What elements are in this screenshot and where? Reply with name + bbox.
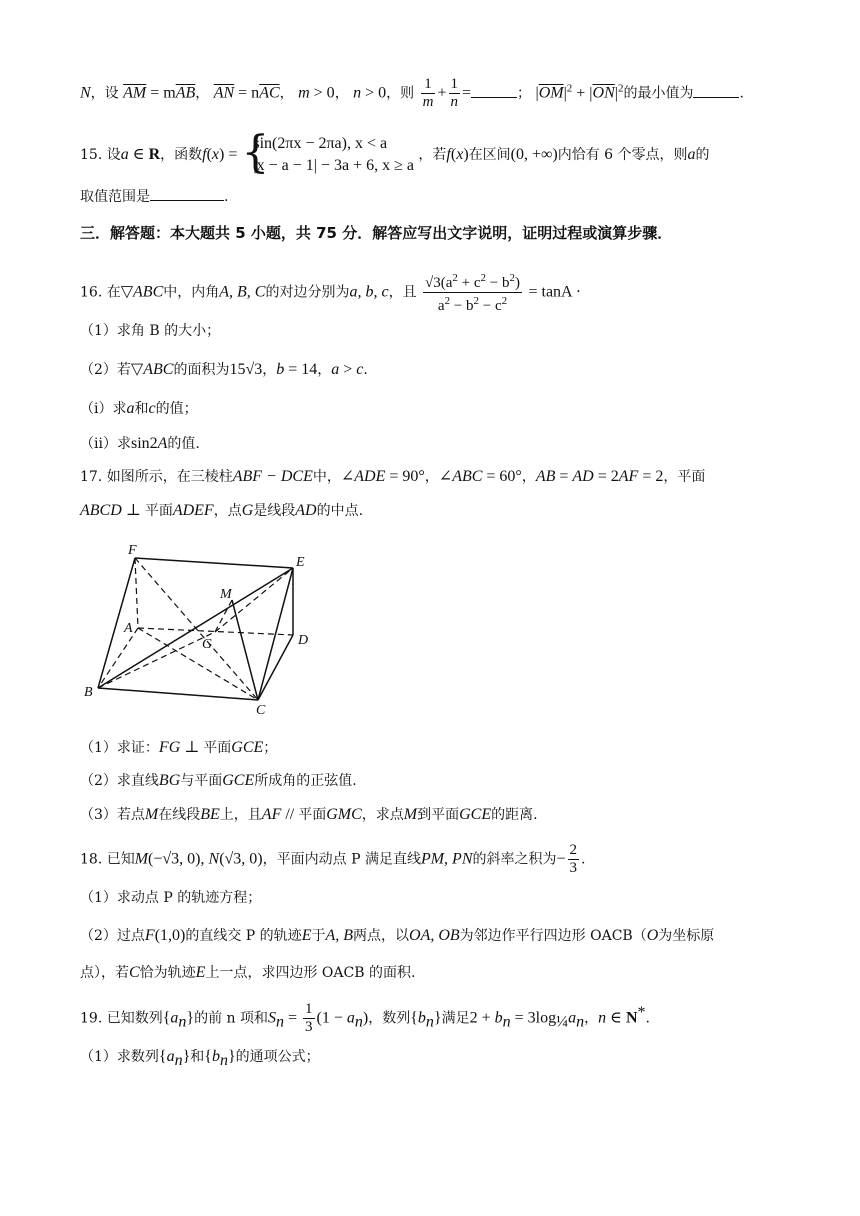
q17-part-3: （3）若点M在线段BE上，且AF // 平面GMC，求点M到平面GCE的距离.	[80, 806, 538, 823]
q16-part-1: （1）求角 B 的大小；	[80, 323, 221, 339]
q16-part-2: （2）若▽ABC的面积为15√3，b = 14，a > c.	[80, 361, 368, 378]
label-C: C	[256, 703, 266, 715]
prism-diagram	[80, 540, 320, 715]
edge-GM	[215, 600, 232, 632]
q17-part-2: （2）求直线BG与平面GCE所成角的正弦值.	[80, 772, 357, 789]
answer-blank-3	[150, 186, 224, 201]
section-title: 三．解答题：本大题共 5 小题，共 75 分．解答应写出文字说明，证明过程或演算步骤．	[80, 224, 673, 242]
q14-line: N，设 $\overline{AM} = m\overline{AB}$， $\overline{AN} = n\overline{AC}$， m > 0， n > 0，则 $\frac{1}{m}$ + $\frac{1}{n}$ = ； $|\overline{OM}|^2 + |\overline{ON}|^2$的最小值为 .	[80, 76, 744, 110]
label-G: G	[202, 637, 213, 652]
q16-line-1: 16. 在▽ABC中，内角A, B, C的对边分别为a, b, c，且 $\frac{√3(a^2 + c^2 - b^2)}{a^2 - b^2 - c^2}$ = tanA ·	[80, 272, 582, 314]
label-F: F	[128, 543, 137, 558]
q17-part-1: （1）求证：FG ⊥ 平面GCE；	[80, 739, 278, 756]
q18-part-1: （1）求动点 P 的轨迹方程；	[80, 890, 262, 906]
edge-AC	[138, 628, 258, 700]
label-A: A	[124, 621, 133, 636]
fraction-1-over-m: $\frac{1}{m}$	[422, 76, 434, 110]
q15-line-2: 取值范围是 .	[80, 186, 780, 208]
edge-BC	[98, 688, 258, 700]
q15-line-1: 15. 设a ∈ R，函数f(x) = { sin(2πx − 2πa), x < a |x − a − 1| − 3a + 6, x ≥ a ，若f(x)在区间(0, +∞)内恰有 6 个零点，则a的	[80, 127, 710, 178]
q16-part-2i: （ⅰ）求a和c的值；	[80, 400, 198, 417]
label-M: M	[220, 587, 232, 602]
edge-FE	[135, 558, 293, 568]
label-B: B	[84, 685, 93, 700]
q18-part-2-cont: 点），若C恰为轨迹E上一点，求四边形 OACB 的面积.	[80, 964, 416, 981]
answer-blank-2	[693, 83, 739, 98]
answer-blank-1	[471, 83, 517, 98]
edge-BG	[98, 632, 215, 688]
q17-line-1: 17. 如图所示，在三棱柱ABF − DCE中，∠ADE = 90°，∠ABC = 60°，AB = AD = 2AF = 2，平面	[80, 468, 706, 485]
q16-fraction: $\frac{√3(a^2 + c^2 - b^2)}{a^2 - b^2 - c^2}$	[425, 272, 521, 314]
edge-CM	[232, 600, 258, 700]
q16-part-2ii: （ⅱ）求sin2A的值.	[80, 435, 200, 452]
label-D: D	[298, 633, 309, 648]
q19-part-1: （1）求数列$\{a_n\}$和$\{b_n\}$的通项公式；	[80, 1048, 320, 1069]
edge-FA	[135, 558, 138, 628]
edge-DC	[258, 635, 293, 700]
q18-part-2: （2）过点F(1,0)的直线交 P 的轨迹E于A, B两点，以OA, OB为邻边作平行四边形 OACB（O为坐标原	[80, 927, 715, 944]
q19-line-1: 19. 已知数列$\{a_n\}$的前 n 项和$S_n$ = $\frac{1}{3}$ $(1 - a_n)$，数列$\{b_n\}$满足$2 + b_n = 3\log_{\frac{1}{4}}a_n$，n ∈ N*.	[80, 1001, 650, 1035]
label-E: E	[296, 555, 305, 570]
q18-line-1: 18. 已知M(−√3, 0), N(√3, 0)，平面内动点 P 满足直线PM, PN的斜率之积为− $\frac{2}{3}$ .	[80, 842, 586, 876]
fraction-1-over-3: $\frac{1}{3}$	[305, 1001, 313, 1035]
fraction-2-over-3: $\frac{2}{3}$	[569, 842, 578, 876]
fraction-1-over-n: $\frac{1}{n}$	[450, 76, 458, 110]
piecewise-function: { sin(2πx − 2πa), x < a |x − a − 1| − 3a + 6, x ≥ a	[241, 127, 414, 178]
q17-line-2: ABCD ⊥ 平面ADEF，点G是线段AD的中点.	[80, 502, 364, 519]
